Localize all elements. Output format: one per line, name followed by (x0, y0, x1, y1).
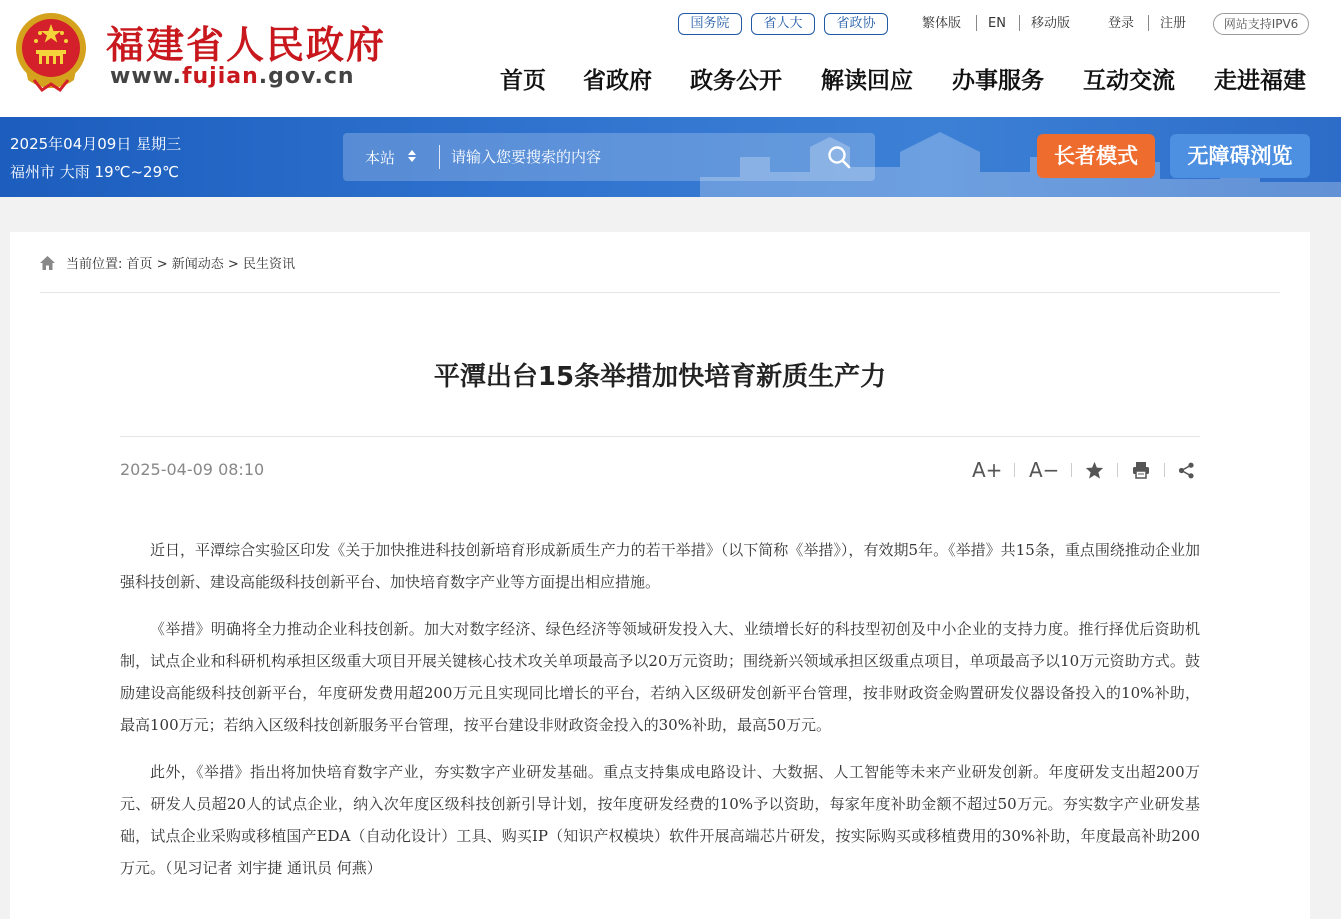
favorite-button[interactable] (1085, 461, 1104, 485)
font-decrease-button[interactable]: A− (1029, 458, 1060, 482)
publish-time: 2025-04-09 08:10 (120, 460, 265, 479)
nav-services[interactable]: 办事服务 (952, 68, 1044, 94)
accessibility-button[interactable]: 无障碍浏览 (1170, 134, 1310, 178)
url-highlight: fujian (181, 64, 259, 89)
url-suffix: .gov.cn (258, 64, 355, 89)
nav-provincial-government[interactable]: 省政府 (583, 68, 652, 94)
tool-divider (1164, 463, 1165, 477)
url-prefix: www. (110, 64, 182, 89)
current-date: 2025年04月09日 星期三 (10, 135, 182, 153)
search-scope-select[interactable]: 本站 (365, 149, 396, 167)
home-icon (39, 255, 56, 271)
site-header (0, 0, 1341, 117)
link-state-council[interactable]: 国务院 (678, 13, 742, 35)
font-increase-button[interactable]: A+ (972, 458, 1003, 482)
breadcrumb-separator: > (156, 257, 168, 272)
title-divider (120, 436, 1200, 437)
nav-home[interactable]: 首页 (500, 68, 546, 94)
link-provincial-cppcc[interactable]: 省政协 (824, 13, 888, 35)
breadcrumb-livelihood[interactable]: 民生资讯 (242, 257, 295, 272)
share-icon (1178, 462, 1195, 479)
article-card (10, 232, 1310, 919)
site-url[interactable] (110, 64, 355, 89)
nav-interaction[interactable]: 互动交流 (1083, 68, 1175, 94)
weather-info: 福州市 大雨 19℃~29℃ (10, 163, 179, 181)
national-emblem-icon[interactable] (12, 10, 90, 92)
nav-government-affairs[interactable]: 政务公开 (690, 68, 782, 94)
tool-divider (1117, 463, 1118, 477)
login-link[interactable]: 登录 (1108, 16, 1135, 31)
register-link[interactable]: 注册 (1160, 16, 1187, 31)
breadcrumb-label: 当前位置: (66, 257, 123, 272)
util-divider (976, 15, 977, 31)
search-box (343, 133, 875, 181)
star-icon (1085, 461, 1104, 479)
search-input[interactable] (451, 142, 811, 172)
nav-interpretation[interactable]: 解读回应 (821, 68, 913, 94)
breadcrumb-home[interactable]: 首页 (126, 257, 153, 272)
print-button[interactable] (1132, 461, 1150, 485)
printer-icon (1132, 461, 1150, 479)
article-paragraph: 近日，平潭综合实验区印发《关于加快推进科技创新培育形成新质生产力的若干举措》（以下简称《举措》），有效期5年。《举措》共15条，重点围绕推动企业加强科技创新、建设高能级科技创新平台、加快培育数字产业等方面提出相应措施。 (120, 541, 1200, 591)
elder-mode-button[interactable]: 长者模式 (1037, 134, 1155, 178)
breadcrumb-separator: > (227, 257, 239, 272)
article-paragraph: 此外，《举措》指出将加快培育数字产业，夯实数字产业研发基础。重点支持集成电路设计、大数据、人工智能等未来产业研发创新。年度研发支出超200万元、研发人员超20人的试点企业，纳入次年度区级科技创新引导计划，按年度研发经费的10%予以资助，每家年度补助金额不超过50万元。夯实数字产业研发基础，试点企业采购或移植国产EDA（自动化设计）工具、购买IP（知识产权模块）软件开展高端芯片研发，按实际购买或移植费用的30%补助，年度最高补助200万元。（见习记者 刘宇捷 通讯员 何燕） (120, 763, 1200, 877)
share-button[interactable] (1178, 462, 1195, 486)
search-divider (439, 145, 440, 169)
link-english[interactable]: EN (988, 16, 1006, 31)
tool-divider (1014, 463, 1015, 477)
nav-about-fujian[interactable]: 走进福建 (1214, 68, 1306, 94)
util-divider (1019, 15, 1020, 31)
scope-sort-icon (407, 143, 417, 169)
article-paragraph: 《举措》明确将全力推动企业科技创新。加大对数字经济、绿色经济等领域研发投入大、业绩增长好的科技型初创及中小企业的支持力度。推行择优后资助机制，试点企业和科研机构承担区级重大项目开展关键核心技术攻关单项最高予以20万元资助；围绕新兴领域承担区级重点项目，单项最高予以10万元资助方式。鼓励建设高能级科技创新平台，年度研发费用超200万元且实现同比增长的平台，若纳入区级研发创新平台管理，按非财政资金购置研发仪器设备投入的10%补助，最高100万元；若纳入区级科技创新服务平台管理，按平台建设非财政资金投入的30%补助，最高50万元。 (120, 620, 1200, 734)
util-divider (1148, 15, 1149, 31)
site-title[interactable]: 福建省人民政府 (106, 22, 387, 67)
article-body (120, 534, 1200, 899)
search-band (0, 117, 1341, 197)
article-title: 平潭出台15条举措加快培育新质生产力 (433, 362, 887, 392)
link-mobile[interactable]: 移动版 (1031, 16, 1071, 31)
search-icon[interactable] (827, 145, 851, 169)
link-traditional-chinese[interactable]: 繁体版 (922, 16, 962, 31)
breadcrumb-divider (40, 292, 1280, 293)
tool-divider (1071, 463, 1072, 477)
breadcrumb (66, 253, 295, 272)
ipv6-badge: 网站支持IPV6 (1213, 13, 1309, 35)
link-provincial-congress[interactable]: 省人大 (751, 13, 815, 35)
breadcrumb-news[interactable]: 新闻动态 (171, 257, 224, 272)
